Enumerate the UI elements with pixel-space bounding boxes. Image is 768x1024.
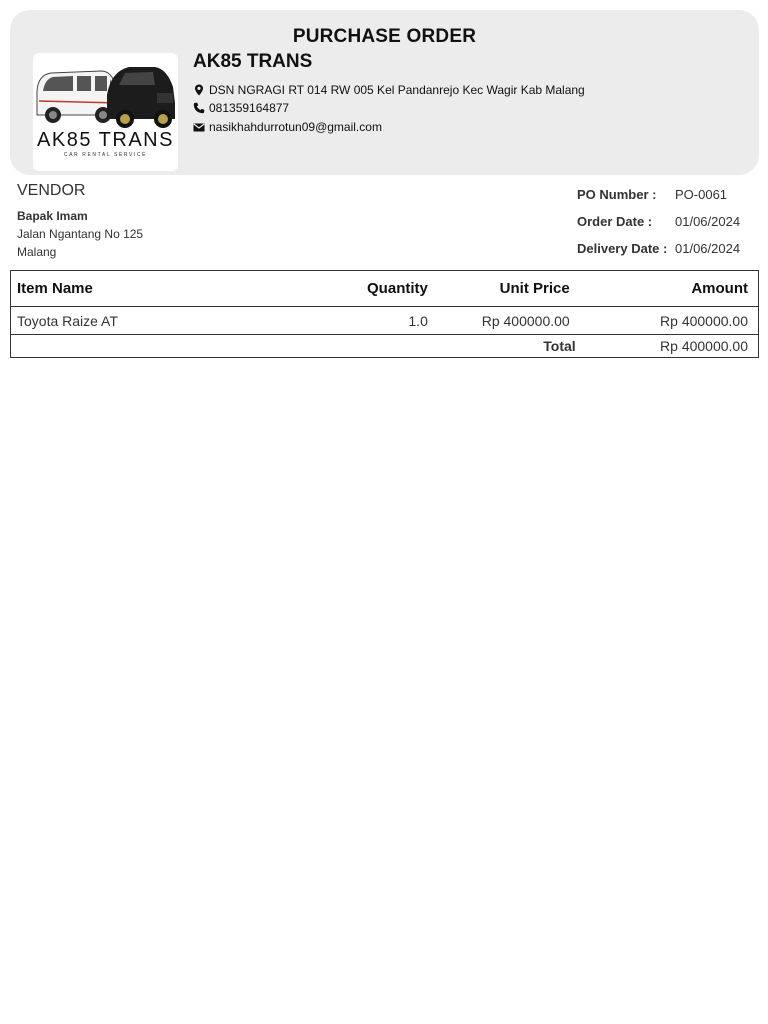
total-row xyxy=(11,335,759,358)
vendor-name: Bapak Imam xyxy=(17,209,88,223)
company-logo xyxy=(33,53,178,171)
email-text[interactable]: nasikhahdurrotun09@gmail.com xyxy=(209,120,382,134)
vendor-heading: VENDOR xyxy=(17,182,86,199)
total-label-text: Total xyxy=(543,338,576,354)
cell-item-name: Toyota Raize AT xyxy=(11,307,328,335)
total-spacer xyxy=(11,335,328,358)
cell-unit-price: Rp 400000.00 xyxy=(428,307,570,335)
delivery-date-value: 01/06/2024 xyxy=(675,241,741,256)
company-name: AK85 TRANS xyxy=(193,51,313,72)
order-date-value: 01/06/2024 xyxy=(675,214,741,229)
map-pin-icon xyxy=(193,84,205,96)
envelope-icon xyxy=(193,121,205,133)
order-date-label: Order Date : xyxy=(577,214,653,229)
po-number-value: PO-0061 xyxy=(675,187,728,202)
table-row xyxy=(11,307,759,335)
phone-text: 081359164877 xyxy=(209,101,290,115)
po-number-label: PO Number : xyxy=(577,187,657,202)
company-email[interactable] xyxy=(193,120,382,134)
total-value: Rp 400000.00 xyxy=(570,335,759,358)
delivery-date-label: Delivery Date : xyxy=(577,241,668,256)
company-header xyxy=(10,10,759,175)
vendor-address-line1: Jalan Ngantang No 125 xyxy=(17,227,144,241)
table-header-row xyxy=(11,271,759,307)
company-address xyxy=(193,83,585,97)
address-text: DSN NGRAGI RT 014 RW 005 Kel Pandanrejo Kec Wagir Kab Malang xyxy=(209,83,585,97)
vans-illustration xyxy=(33,53,178,133)
header-item-name: Item Name xyxy=(11,271,328,307)
header-amount: Amount xyxy=(570,271,759,307)
total-label xyxy=(428,335,576,358)
header-unit-price: Unit Price xyxy=(428,271,570,307)
cell-quantity: 1.0 xyxy=(328,307,428,335)
header-quantity: Quantity xyxy=(328,271,428,307)
logo-tagline: CAR RENTAL SERVICE xyxy=(63,152,148,158)
company-phone xyxy=(193,101,289,115)
items-table xyxy=(10,270,759,358)
document-title: PURCHASE ORDER xyxy=(292,26,477,47)
logo-wordmark: AK85 TRANS xyxy=(37,129,174,151)
cell-amount: Rp 400000.00 xyxy=(570,307,759,335)
vendor-address-line2: Malang xyxy=(17,245,57,259)
total-spacer xyxy=(328,335,428,358)
phone-icon xyxy=(193,102,205,114)
